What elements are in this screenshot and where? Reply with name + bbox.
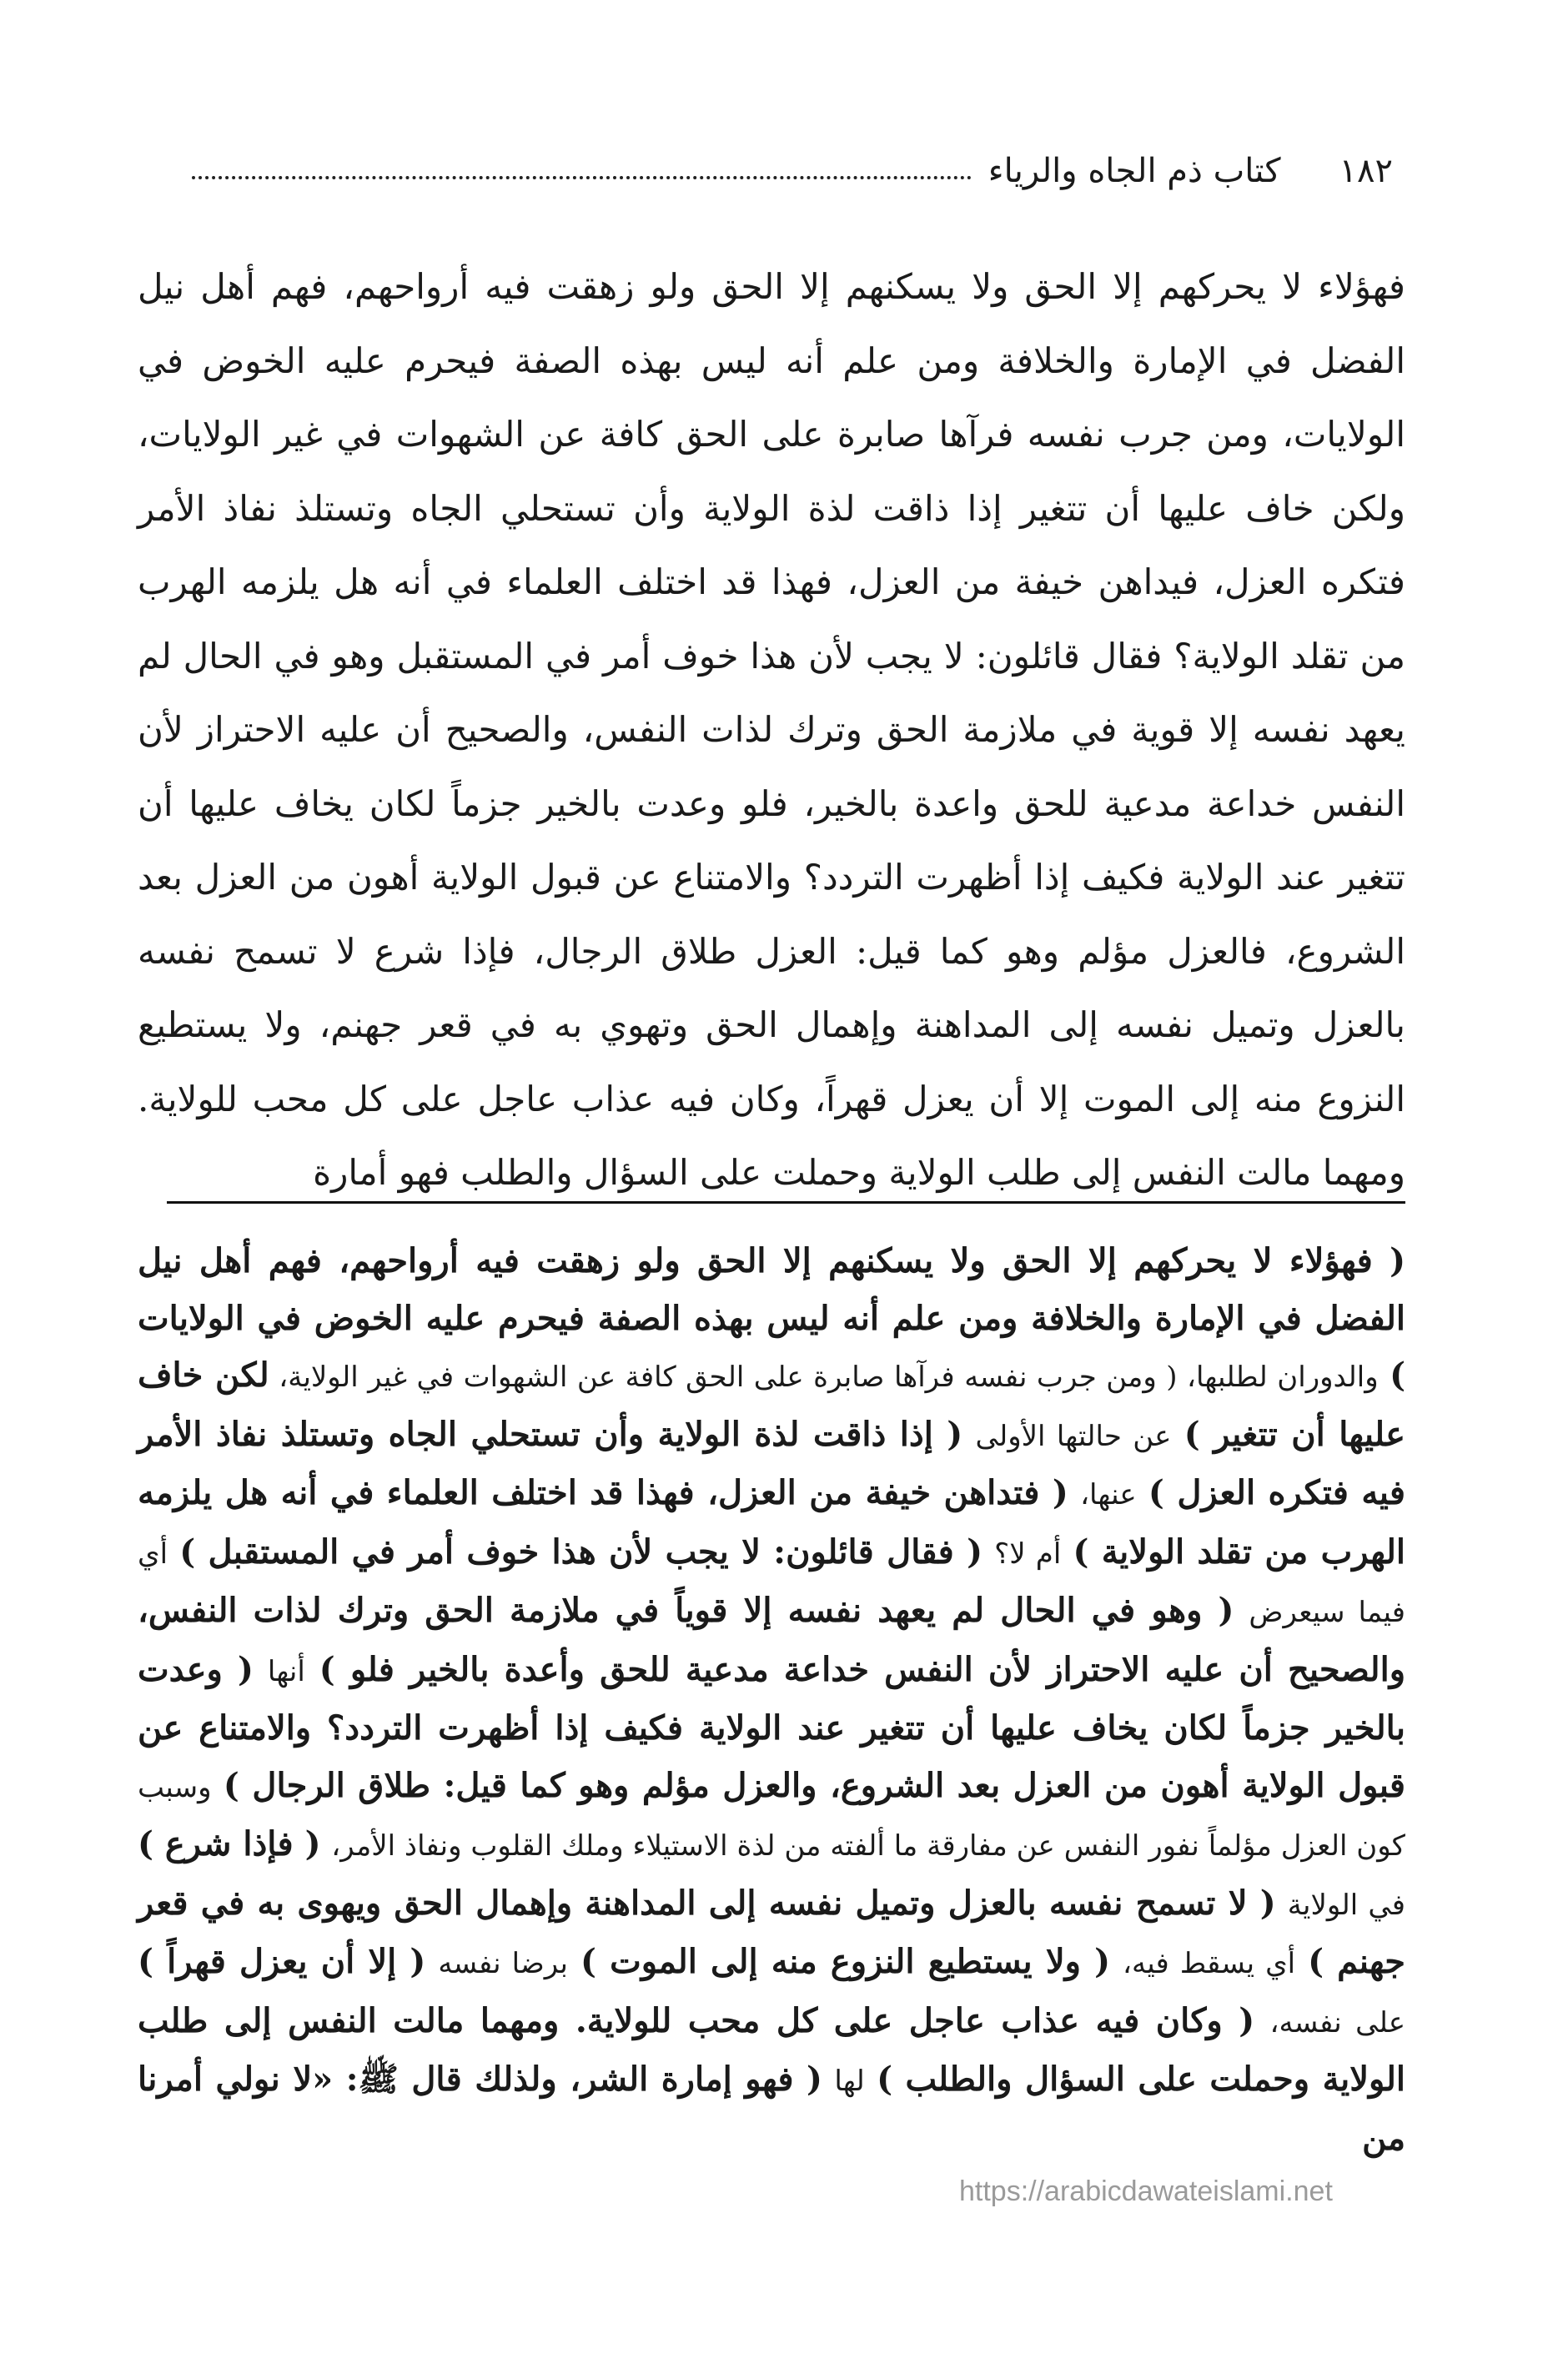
page-number: ١٨٢ [1339, 152, 1393, 190]
footnote-separator [167, 1201, 1405, 1204]
sharh-segment: أي فيما سيعرض [138, 1537, 1405, 1629]
quoted-matn-segment: لكن خاف عليها أن تتغير ) [138, 1356, 1406, 1454]
main-text: فهؤلاء لا يحركهم إلا الحق ولا يسكنهم إلا الحق ولو زهقت فيه أرواحهم، فهم أهل نيل الفضل في الإمارة والخلافة ومن علم أنه ليس بهذه الصفة فيحرم عليه الخوض في الولايات، ومن جرب نفسه فرآها صابرة على الحق كافة عن الشهوات في غير الولايات، ولكن خاف عليها أن تتغير إذا ذاقت لذة الولاية وأن تستحلي الجاه وتستلذ نفاذ الأمر فتكره العزل، فيداهن خيفة من العزل، فهذا قد اختلف العلماء في أنه هل يلزمه الهرب من تقلد الولاية؟ فقال قائلون: لا يجب لأن هذا خوف أمر في المستقبل وهو في الحال لم يعهد نفسه إلا قوية في ملازمة الحق وترك لذات النفس، والصحيح أن عليه الاحتراز لأن النفس خداعة مدعية للحق واعدة بالخير، فلو وعدت بالخير جزماً لكان يخاف عليها أن تتغير عند الولاية فكيف إذا أظهرت التردد؟ والامتناع عن قبول الولاية أهون من العزل بعد الشروع، فالعزل مؤلم وهو كما قيل: العزل طلاق الرجال، فإذا شرع لا تسمح نفسه بالعزل وتميل نفسه إلى المداهنة وإهمال الحق وتهوي به في قعر جهنم، ولا يستطيع النزوع منه إلى الموت إلا أن يعزل قهراً، وكان فيه عذاب عاجل على كل محب للولاية. ومهما مالت النفس إلى طلب الولاية وحملت على السؤال والطلب فهو أمارة [138, 266, 1405, 1193]
sharh-segment: لها [834, 2065, 865, 2098]
source-watermark: https://arabicdawateislami.net [959, 2175, 1333, 2207]
sharh-segment: أم لا؟ [994, 1537, 1062, 1571]
sharh-segment: والدوران لطلبها، ( ومن جرب نفسه فرآها صابرة على الحق كافة عن الشهوات في غير الولاية، [269, 1361, 1379, 1394]
quoted-matn-segment: ( فهؤلاء لا يحركهم إلا الحق ولا يسكنهم إلا الحق ولو زهقت فيه أرواحهم، فهم أهل نيل الفضل في الإمارة والخلافة ومن علم أنه ليس بهذه الصفة فيحرم عليه الخوض في الولايات ) [138, 1241, 1405, 1395]
sharh-segment: عنها، [1080, 1478, 1137, 1511]
quoted-matn-segment: ( فإذا شرع ) [138, 1824, 321, 1864]
quoted-matn-segment: ( وهو في الحال لم يعهد نفسه إلا قوياً في ملازمة الحق وترك لذات النفس، والصحيح أن عليه الاحتراز لأن النفس خداعة مدعية للحق وأعدة بالخير فلو ) [138, 1591, 1406, 1689]
sharh-segment: عن حالتها الأولى [975, 1419, 1172, 1453]
quoted-matn-segment: ( إلا أن يعزل قهراً ) [138, 1942, 426, 1981]
quoted-matn-segment: ( فهو إمارة الشر، ولذلك قال ﷺ: «لا نولي أمرنا من [138, 2060, 1405, 2158]
quoted-matn-segment: ( لا تسمح نفسه بالعزل وتميل نفسه إلى المداهنة وإهمال الحق ويهوى به في قعر جهنم ) [138, 1883, 1406, 1981]
sharh-segment: أي يسقط فيه، [1123, 1947, 1296, 1980]
header-dotted-leader [192, 176, 972, 179]
page-header [175, 146, 1393, 196]
sharh-segment: وسبب كون العزل مؤلماً نفور النفس عن مفارقة ما ألفته من لذة الاستيلاء وملك القلوب ونفاذ الأمر، [138, 1770, 1405, 1863]
quoted-matn-segment: ( فتداهن خيفة من العزل، فهذا قد اختلف العلماء في أنه هل يلزمه الهرب من تقلد الولاية ) [138, 1473, 1406, 1572]
sharh-segment: أنها [267, 1654, 305, 1688]
sharh-segment: على نفسه، [1269, 2005, 1406, 2040]
quoted-matn-segment: ( ولا يستطيع النزوع منه إلى الموت ) [580, 1942, 1111, 1981]
running-title: كتاب ذم الجاه والرياء [988, 152, 1281, 190]
quoted-matn-segment: ( وعدت بالخير جزماً لكان يخاف عليها أن تتغير عند الولاية فكيف إذا أظهرت التردد؟ والامتناع عن قبول الولاية أهون من العزل بعد الشروع، والعزل مؤلم وهو كما قيل: طلاق الرجال ) [138, 1649, 1405, 1805]
sharh-segment: في الولاية [1287, 1888, 1405, 1922]
sharh-segment: برضا نفسه [438, 1947, 569, 1980]
quoted-matn-segment: ( فقال قائلون: لا يجب لأن هذا خوف أمر في المستقبل ) [179, 1532, 983, 1572]
commentary-text [138, 1233, 1405, 2167]
quoted-matn-segment: ( إذا ذاقت لذة الولاية وأن تستحلي الجاه وتستلذ نفاذ الأمر فيه فتكره العزل ) [138, 1414, 1405, 1512]
quoted-matn-segment: ( وكان فيه عذاب عاجل على كل محب للولاية. ومهما مالت النفس إلى طلب الولاية وحملت على السؤال والطلب ) [138, 2000, 1405, 2099]
